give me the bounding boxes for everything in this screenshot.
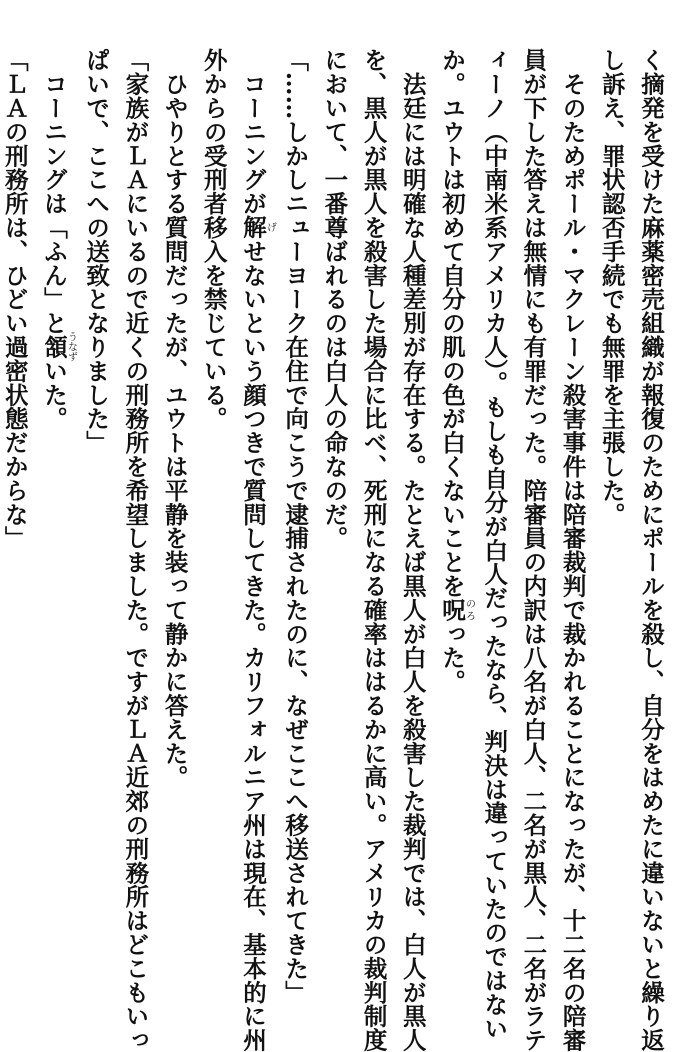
furigana-noro xyxy=(437,597,475,622)
furigana-reading: げ xyxy=(264,215,276,240)
text-line-16-after: いた。 xyxy=(39,358,68,431)
text-line-10: 「……しかしニューヨーク在住で向こうで逮捕されたのに、なぜここへ移送されてきた」 xyxy=(281,48,310,1004)
text-line-2: し訴え、罪状認否手続でも無罪を主張した。 xyxy=(597,48,626,526)
text-line-11-after: せないという顔つきで質問してきた。カリフォルニア州は現在、基本的に州 xyxy=(238,239,267,1052)
text-line-1: く摘発を受けた麻薬密売組織が報復のためにポールを殺し、自分をはめたに違いないと繰り返 xyxy=(637,48,665,1052)
vertical-text-body xyxy=(0,48,670,1052)
text-line-13: ひやりとする質問だったが、ユウトは平静を装って静かに答えた。 xyxy=(160,48,189,789)
text-line-3: そのためポール・マクレーン殺害事件は陪審裁判で裁かれることになったが、十二名の陪審 xyxy=(558,48,587,1052)
text-line-12: 外からの受刑者移入を禁じている。 xyxy=(199,48,228,431)
furigana-reading: のろ xyxy=(463,597,475,622)
text-line-11-before: コーニングが xyxy=(238,48,267,216)
text-line-6-before: か。ユウトは初めて自分の肌の色が白くないことを xyxy=(437,48,466,598)
text-line-4: 員が下した答えは無情にも有罪だった。陪審員の内訳は八名が白人、二名が黒人、二名がラテ xyxy=(519,48,548,1052)
text-line-16-before: コーニングは「ふん」と xyxy=(39,48,68,335)
text-line-8: を、黒人が黒人を殺害した場合に比べ、死刑になる確率ははるかに高い。アメリカの裁判制度 xyxy=(359,48,388,1052)
furigana-reading: うなず xyxy=(65,331,77,362)
text-line-15: ぱいで、ここへの送致となりました」 xyxy=(82,48,111,455)
furigana-base: 解 xyxy=(238,215,267,240)
text-line-16 xyxy=(34,48,76,993)
furigana-base: 呪 xyxy=(437,597,466,622)
text-line-6 xyxy=(432,48,474,993)
text-line-17: 「ＬＡの刑務所は、ひどい過密状態だからな」 xyxy=(0,48,29,550)
text-line-6-after: った。 xyxy=(437,621,466,694)
furigana-ge xyxy=(238,215,276,240)
text-line-7: 法廷には明確な人種差別が存在する。たとえば黒人が白人を殺害した裁判では、白人が黒人 xyxy=(398,48,427,1052)
text-line-14: 「家族がＬＡにいるので近くの刑務所を希望しました。ですがＬＡ近郊の刑務所はどこもいっ xyxy=(121,48,150,1052)
text-line-11 xyxy=(233,48,276,1052)
furigana-base: 頷 xyxy=(39,331,68,362)
text-line-9: において、一番尊ばれるのは白人の命なのだ。 xyxy=(320,48,349,550)
text-line-5: ィーノ（中南米系アメリカ人）。もしも自分が白人だったなら、判決は違っていたのではない xyxy=(480,48,509,1041)
furigana-unazu xyxy=(39,331,77,362)
